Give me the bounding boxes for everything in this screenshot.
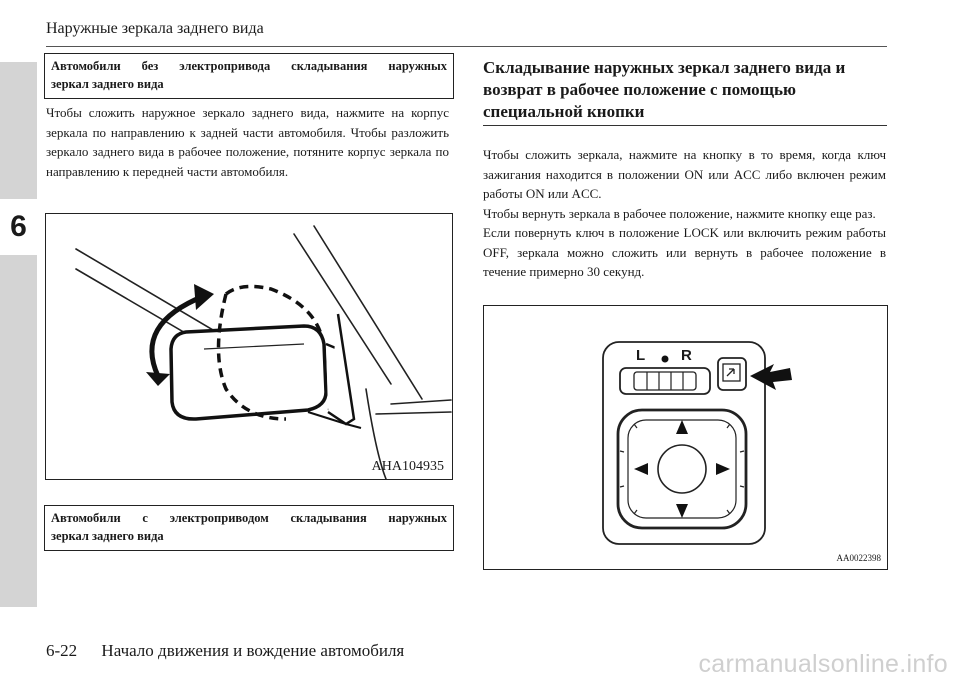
section-rule (483, 125, 887, 126)
figure-code: AA0022398 (836, 553, 881, 563)
box-line: зеркал заднего вида (51, 529, 164, 543)
mirror-fold-illustration (45, 213, 453, 480)
paragraph: Если повернуть ключ в положение LOCK или включить режим работы OFF, зеркала можно сложить или вернуть в рабочее положение в течение примерно 30 секунд. (483, 225, 886, 279)
paragraph: Чтобы сложить наружное зеркало заднего вида, нажмите на корпус зеркала по направлению к задней части автомобиля. Чтобы разложить зеркало заднего вида в рабочее положение, потяните корпус зеркала по направлению к передней части автомобиля. (46, 105, 449, 179)
paragraph: Чтобы сложить зеркала, нажмите на кнопку в то время, когда ключ зажигания находится в положении ON или ACC либо включен режим работы ON или ACC. (483, 147, 886, 201)
watermark: carmanualsonline.info (698, 650, 948, 678)
arrow-head-icon (146, 372, 170, 386)
door-line (376, 412, 451, 414)
switch-panel-svg (484, 306, 887, 569)
chapter-number: 6 (10, 210, 27, 243)
mirror-illustration-svg (46, 214, 452, 479)
paragraph: Чтобы вернуть зеркала в рабочее положение, нажмите кнопку еще раз. (483, 205, 876, 221)
box-line: Автомобили с электроприводом складывания наружных (51, 511, 447, 525)
subsection-box-manual (44, 53, 454, 99)
left-mirror-label: L (636, 347, 646, 364)
subsection-box-power (44, 505, 454, 551)
manual-fold-instructions (46, 103, 449, 181)
pad-center (658, 445, 706, 493)
page-footer (46, 641, 404, 661)
chapter-title: Начало движения и вождение автомобиля (101, 641, 405, 660)
chapter-sidebar (0, 62, 37, 607)
mirror-switch-illustration (483, 305, 888, 570)
figure-code: AHA104935 (371, 459, 444, 474)
mirror-housing (171, 314, 361, 428)
page-number: 6-22 (46, 641, 78, 660)
power-fold-instructions (483, 145, 886, 282)
center-dot (662, 356, 669, 363)
right-mirror-label: R (681, 347, 692, 364)
running-header: Наружные зеркала заднего вида (46, 20, 264, 37)
arrow-head-icon (194, 284, 214, 310)
door-line (391, 400, 451, 404)
section-title: Складывание наружных зеркал заднего вида и возврат в рабочее положение с помощью специальной кнопки (483, 58, 846, 121)
box-line: Автомобили без электропривода складывания наружных (51, 59, 447, 73)
header-rule (46, 46, 887, 47)
box-line: зеркал заднего вида (51, 77, 164, 91)
